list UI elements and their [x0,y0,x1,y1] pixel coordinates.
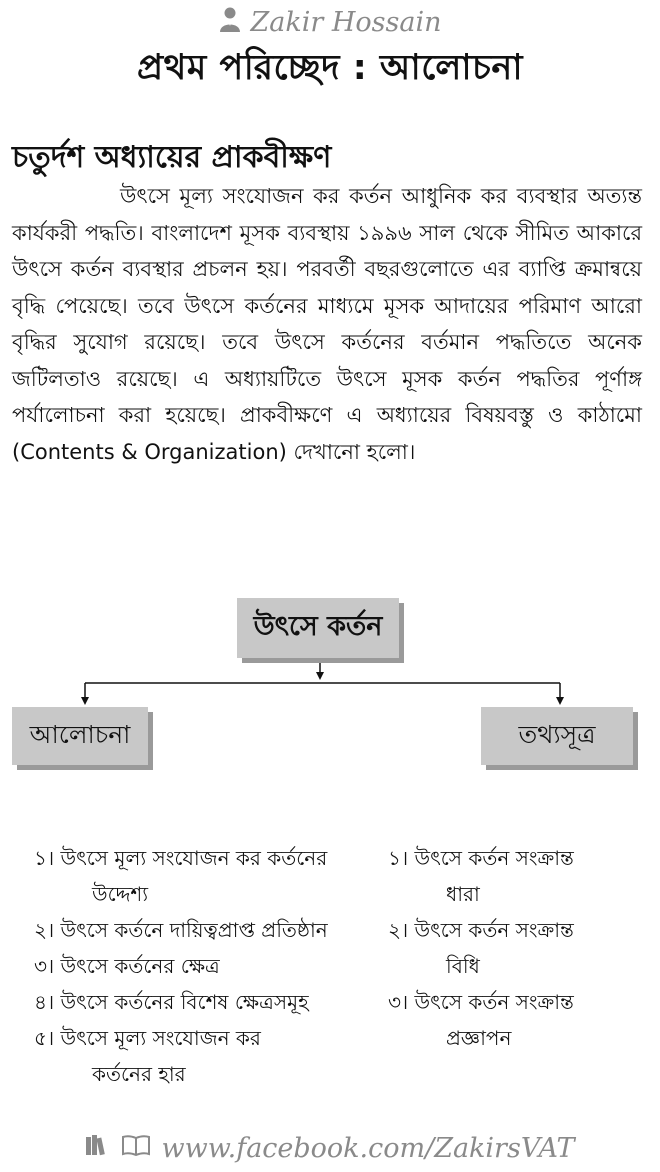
section-title: চতুর্দশ অধ্যায়ের প্রাকবীক্ষণ [12,140,332,175]
list-item-continuation: বিধি [446,954,480,978]
intro-paragraph: উৎসে মূল্য সংযোজন কর কর্তন আধুনিক কর ব্যবস্থার অত্যন্ত কার্যকরী পদ্ধতি। বাংলাদেশ মূসক ব্যবস্থায় ১৯৯৬ সাল থেকে সীমিত আকারে উৎসে কর্তন ব্যবস্থার প্রচলন হয়। পরবর্তী বছরগুলোতে এর ব্যাপ্তি ক্রমান্বয়ে বৃদ্ধি পেয়েছে। তবে উৎসে কর্তনের মাধ্যমে মূসক আদায়ের পরিমাণ আরো বৃদ্ধির সুযোগ রয়েছে। তবে উৎসে কর্তনের বর্তমান পদ্ধতিতে অনেক জটিলতাও রয়েছে। এ অধ্যায়টিতে উৎসে মূসক কর্তন পদ্ধতির পূর্ণাঙ্গ পর্যালোচনা করা হয়েছে। প্রাকবীক্ষণে এ অধ্যায়ের বিষয়বস্তু ও কাঠামো (Contents & Organization) দেখানো হলো। [12,184,642,464]
diagram-box-right: তথ্যসূত্র [481,707,633,765]
list-item: ২। উৎসে কর্তন সংক্রান্ত [388,918,574,942]
references-list [388,840,648,1056]
footer [0,1128,660,1168]
author-header [0,4,660,40]
page-title: প্রথম পরিচ্ছেদ : আলোচনা [137,48,523,88]
list-item-continuation: ধারা [446,882,480,906]
list-item-continuation: প্রজ্ঞাপন [446,1026,512,1050]
list-item: ৩। উৎসে কর্তন সংক্রান্ত [388,990,574,1014]
person-icon [219,6,241,39]
footer-url[interactable]: www.facebook.com/ZakirsVAT [161,1132,575,1164]
list-item-continuation: উদ্দেশ্য [92,882,149,906]
open-book-icon [121,1134,151,1162]
list-item: ৫। উৎসে মূল্য সংযোজন কর [34,1026,261,1050]
list-item: ৩। উৎসে কর্তনের ক্ষেত্র [34,954,220,978]
list-item: ১। উৎসে কর্তন সংক্রান্ত [388,846,574,870]
diagram-box-left: আলোচনা [12,707,148,765]
discussion-list [34,840,384,1092]
list-item: ১। উৎসে মূল্য সংযোজন কর কর্তনের [34,846,328,870]
list-item: ৪। উৎসে কর্তনের বিশেষ ক্ষেত্রসমূহ [34,990,309,1014]
diagram-box-top: উৎসে কর্তন [237,598,399,658]
author-name: Zakir Hossain [250,6,442,38]
list-item: ২। উৎসে কর্তনে দায়িত্বপ্রাপ্ত প্রতিষ্ঠান [34,918,328,942]
list-item-continuation: কর্তনের হার [92,1062,186,1086]
books-icon [85,1134,111,1162]
